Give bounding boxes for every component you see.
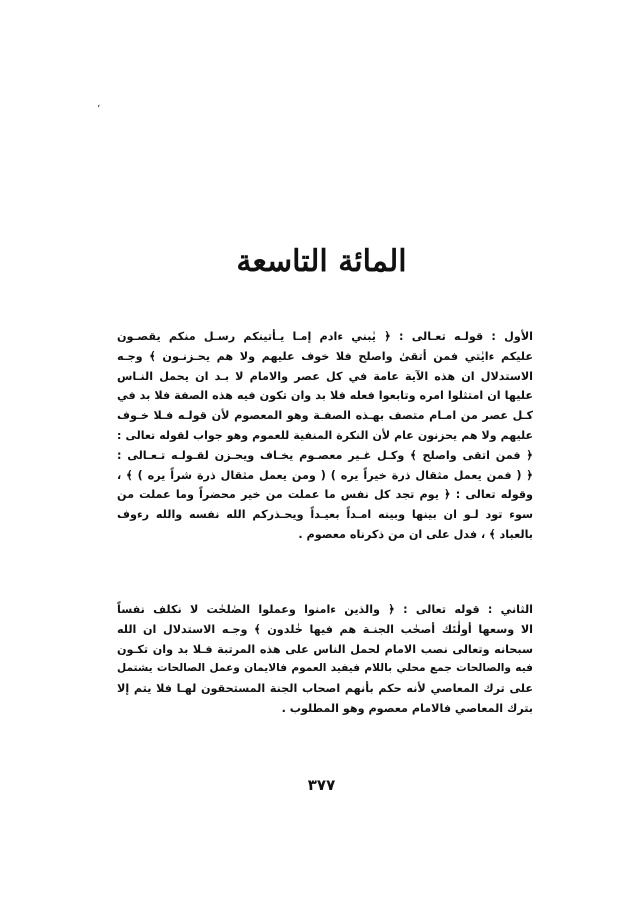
text-line: كـل عصر من امـام متصف بهـذه الصفـة وهو المعصوم لأن قولـه فـلا خـوف	[117, 409, 533, 423]
text-line: سبحانه وتعالى نصب الامام لحمل الناس على هذه المرتبة فـلا بد وان تكـون	[117, 642, 533, 656]
page-number: ٣٧٧	[307, 776, 336, 794]
text-line: الاستدلال ان هذه الآية عامة في كل عصر والامام لا بـد ان يحمل النـاس	[117, 369, 533, 383]
paragraph-first	[117, 327, 533, 545]
text-line: الا وسعها أولٰئك أصحٰب الجنـة هم فيها خٰلدون ﴾ وجـه الاستدلال ان الله	[117, 622, 533, 636]
text-line: عليها ان امتثلوا امره وتابعوا فعله فلا بد وان تكون فيه هذه الصفة فلا بد في	[117, 389, 533, 403]
text-line: عليهم ولا هم يحزنون عام لأن النكرة المنفية للعموم وهو جواب لقوله تعالى :	[117, 428, 533, 442]
text-line: الثاني : قوله تعالى : ﴿ والذين ءامنوا وعملوا الصٰلحٰت لا نكلف نفساً	[117, 603, 533, 616]
text-line: ﴿ ( فمن يعمل مثقال ذرة خيراً يره ) ( ومن يعمل مثقال ذرة شراً يره ) ﴾ ،	[117, 468, 533, 482]
text-line: بترك المعاصي فالامام معصوم وهو المطلوب .	[281, 701, 533, 715]
stray-mark: ،	[97, 99, 101, 110]
text-line: الأول : قولـه تعـالى : ﴿ يٰبني ءادم إمـا يـأتينكم رسـل منكم يقصـون	[117, 330, 533, 343]
text-line: بالعباد ﴾ ، فدل على ان من ذكرناه معصوم .	[298, 527, 533, 541]
text-line: عليكم ءايٰتي فمن أتقىٰ واصلح فلا خوف عليهم ولا هم يحـزنـون ﴾ وجـه	[117, 349, 533, 363]
text-line: على ترك المعاصي لأنه حكم بأنهم اصحاب الجنة المستحقون لهـا فلا يتم إلا	[117, 682, 533, 696]
section-heading: المائة التاسعة	[236, 244, 407, 279]
text-line: فيه والصالحات جمع محلي باللام فيفيد العموم فالايمان وعمل الصالحات يشتمل	[117, 662, 533, 675]
text-line: ﴿ فمن اتقى واصلح ﴾ وكـل غـير معصـوم يخـاف ويحـزن لقـولـه تـعـالى :	[117, 448, 533, 462]
paragraph-second	[117, 600, 533, 719]
text-line: وقوله تعالى : ﴿ يوم تجد كل نفس ما عملت من خير محضراً وما عملت من	[117, 488, 533, 502]
text-line: سوء تود لـو ان بينها وبينه امـداً بعيـداً ويحـذركم الله نفسه والله رءوف	[117, 508, 533, 522]
